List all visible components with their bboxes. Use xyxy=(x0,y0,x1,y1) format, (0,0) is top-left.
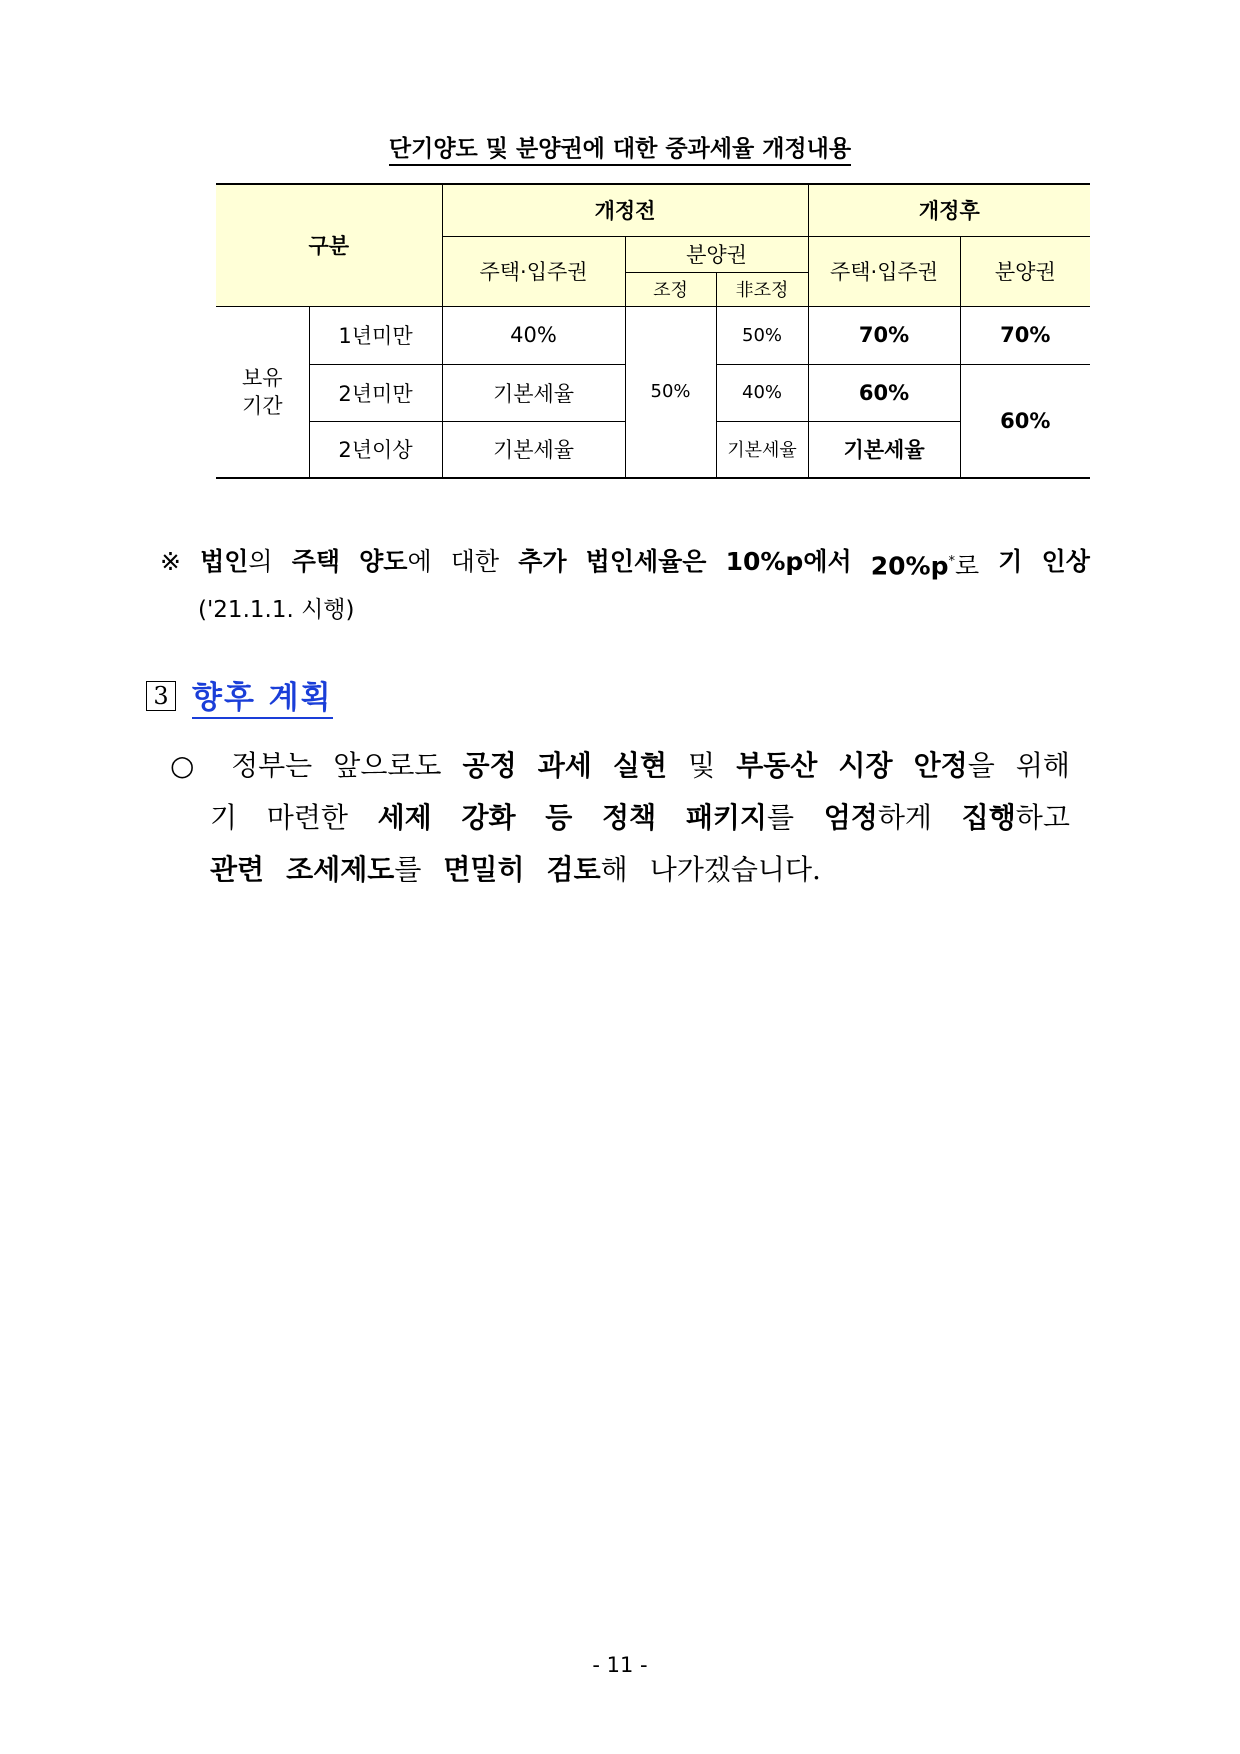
paragraph-word: 정책 xyxy=(602,801,657,834)
paragraph-word: 엄정하게 xyxy=(823,801,932,834)
paragraph-word: 패키지를 xyxy=(685,801,795,834)
paragraph-word: 면밀히 xyxy=(443,853,525,886)
after-housing-cell: 60% xyxy=(808,364,960,421)
header-after-presale: 분양권 xyxy=(960,236,1090,306)
tax-rate-table xyxy=(216,183,1090,479)
paragraph-word: 관련 xyxy=(210,853,265,886)
section-heading xyxy=(146,672,333,719)
note-word: 인상 xyxy=(1041,547,1090,576)
header-adjusted: 조정 xyxy=(625,272,716,306)
paragraph-word: 및 xyxy=(688,749,716,782)
section-number: 3 xyxy=(146,681,176,711)
paragraph-word: 부동산 xyxy=(736,749,818,782)
paragraph-word: 기 xyxy=(210,801,238,834)
note-word: 기 xyxy=(998,547,1023,576)
after-presale-merged-cell: 60% xyxy=(960,364,1090,478)
before-housing-cell: 기본세율 xyxy=(442,421,625,478)
footnote: ※ 법인의 주택 양도에 대한 추가 법인세율은 10%p에서 20%p*로 기 인상 ('21.1.1. 시행) xyxy=(160,540,1090,632)
note-word: 주택 xyxy=(291,547,341,576)
period-cell: 1년미만 xyxy=(309,306,442,364)
paragraph-word: 세제 xyxy=(377,801,432,834)
paragraph-word: 등 xyxy=(545,801,573,834)
table-title xyxy=(0,130,1240,163)
header-after-housing: 주택·입주권 xyxy=(808,236,960,306)
paragraph-word: 정부는 xyxy=(231,749,313,782)
header-category: 구분 xyxy=(216,184,442,306)
paragraph-word: 시장 xyxy=(838,749,893,782)
section-title: 향후 계획 xyxy=(192,672,333,719)
paragraph-word: 마련한 xyxy=(266,801,348,834)
after-presale-cell: 70% xyxy=(960,306,1090,364)
note-word: 10%p에서 xyxy=(725,547,852,576)
paragraph-word: 공정 xyxy=(462,749,517,782)
plan-paragraph xyxy=(170,740,1070,896)
period-cell: 2년이상 xyxy=(309,421,442,478)
paragraph-word: 안정을 xyxy=(913,749,995,782)
note-word: 추가 xyxy=(518,547,567,576)
header-before-housing: 주택·입주권 xyxy=(442,236,625,306)
paragraph-word: 실현 xyxy=(612,749,667,782)
holding-period-label: 보유 기간 xyxy=(216,306,309,478)
note-word: 대한 xyxy=(450,547,500,576)
note-date: ('21.1.1. 시행) xyxy=(198,597,355,624)
paragraph-word: 집행하고 xyxy=(961,801,1070,834)
paragraph-word: 과세 xyxy=(537,749,592,782)
paragraph-word: 강화 xyxy=(461,801,516,834)
bullet-mark: ○ xyxy=(170,749,195,782)
paragraph-word: 앞으로도 xyxy=(333,749,442,782)
header-before-presale: 분양권 xyxy=(625,236,808,272)
non-adjusted-cell: 50% xyxy=(716,306,808,364)
after-housing-cell: 70% xyxy=(808,306,960,364)
note-mark: ※ xyxy=(160,547,181,576)
after-housing-cell: 기본세율 xyxy=(808,421,960,478)
page-number: - 11 - xyxy=(592,1653,648,1677)
non-adjusted-cell: 기본세율 xyxy=(716,421,808,478)
paragraph-word: 조세제도를 xyxy=(286,853,422,886)
paragraph-word: 위해 xyxy=(1015,749,1070,782)
table-title-text: 단기양도 및 분양권에 대한 중과세율 개정내용 xyxy=(389,136,851,166)
note-word: 법인세율은 xyxy=(585,547,707,576)
period-cell: 2년미만 xyxy=(309,364,442,421)
paragraph-word: 나가겠습니다. xyxy=(649,853,821,886)
header-non-adjusted: 非조정 xyxy=(716,272,808,306)
before-housing-cell: 40% xyxy=(442,306,625,364)
before-housing-cell: 기본세율 xyxy=(442,364,625,421)
adjusted-merged-cell: 50% xyxy=(625,306,716,478)
paragraph-word: 검토해 xyxy=(546,853,628,886)
header-before: 개정전 xyxy=(442,184,808,236)
non-adjusted-cell: 40% xyxy=(716,364,808,421)
header-after: 개정후 xyxy=(808,184,1090,236)
